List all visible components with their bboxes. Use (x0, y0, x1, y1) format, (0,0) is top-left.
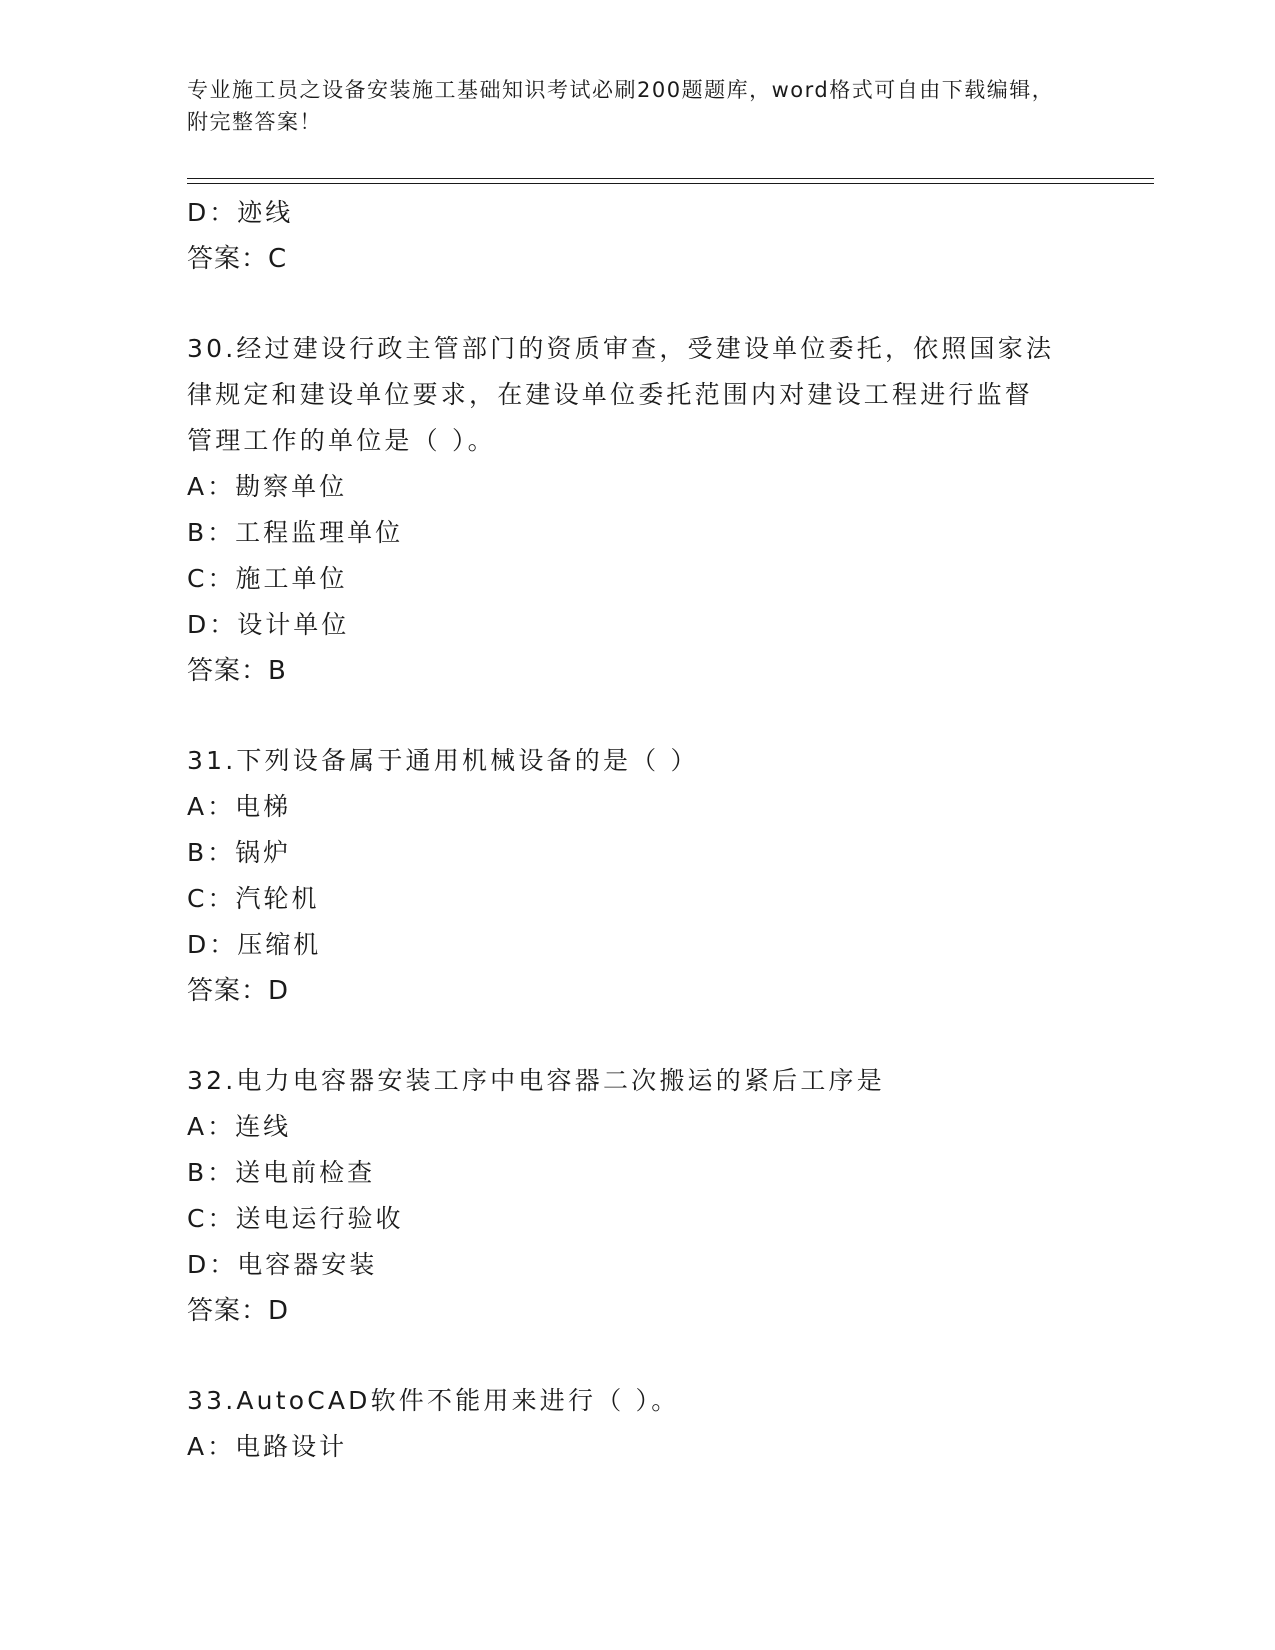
question-33 (187, 1378, 1087, 1470)
question-33-option-a: A：电路设计 (187, 1432, 348, 1461)
question-32-option-c: C：送电运行验收 (187, 1204, 404, 1233)
question-32 (187, 1058, 1087, 1334)
question-30-answer: 答案：B (187, 656, 287, 686)
document-body (187, 190, 1087, 1470)
question-30-option-d: D：设计单位 (187, 610, 350, 639)
question-31-option-d: D：压缩机 (187, 930, 322, 959)
question-30-stem-line-2: 律规定和建设单位要求，在建设单位委托范围内对建设工程进行监督 (187, 380, 1034, 409)
question-31-stem-line-1: 31.下列设备属于通用机械设备的是（ ） (187, 746, 699, 775)
question-32-option-a: A：连线 (187, 1112, 292, 1141)
question-33-stem-line-1: 33.AutoCAD软件不能用来进行（ ）。 (187, 1386, 680, 1415)
question-31-answer: 答案：D (187, 976, 290, 1006)
document-header-title: 专业施工员之设备安装施工基础知识考试必刷200题题库，word格式可自由下载编辑，附完整答案！ (187, 78, 1055, 134)
question-32-option-d: D：电容器安装 (187, 1250, 378, 1279)
question-30-stem-line-1: 30.经过建设行政主管部门的资质审查，受建设单位委托，依照国家法 (187, 334, 1055, 363)
header-divider-top (187, 178, 1154, 179)
question-30-option-a: A：勘察单位 (187, 472, 348, 501)
question-30-option-b: B：工程监理单位 (187, 518, 404, 547)
carryover-option-d: D：迹线 (187, 198, 294, 227)
question-32-answer: 答案：D (187, 1296, 290, 1326)
header-divider-bottom (187, 183, 1154, 184)
question-30-stem-line-3: 管理工作的单位是（ ）。 (187, 426, 496, 455)
question-32-option-b: B：送电前检查 (187, 1158, 376, 1187)
question-31-option-b: B：锅炉 (187, 838, 292, 867)
question-31 (187, 738, 1087, 1014)
question-32-stem-line-1: 32.电力电容器安装工序中电容器二次搬运的紧后工序是 (187, 1066, 885, 1095)
question-30 (187, 326, 1087, 694)
carryover-answer: 答案：C (187, 244, 288, 274)
question-30-option-c: C：施工单位 (187, 564, 348, 593)
question-31-option-c: C：汽轮机 (187, 884, 320, 913)
question-31-option-a: A：电梯 (187, 792, 292, 821)
